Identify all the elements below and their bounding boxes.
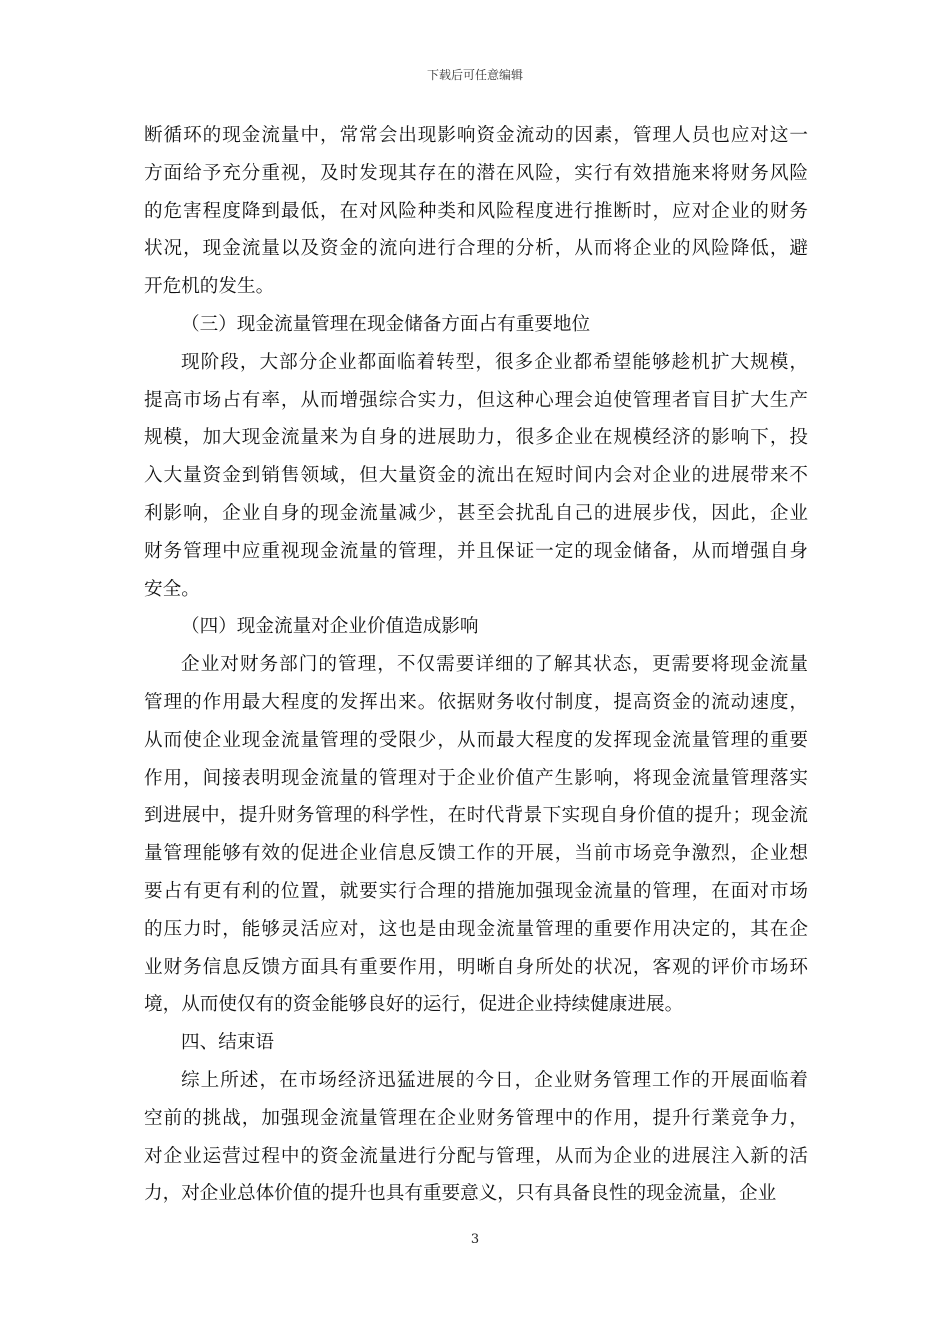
text-line: 安全。 — [144, 578, 200, 600]
text-line: （四）现金流量对企业价值造成影响 — [181, 616, 479, 638]
text-line: 的危害程度降到最低，在对风险种类和风险程度进行推断时，应对企业的财务 — [144, 200, 808, 222]
text-line: 方面给予充分重视，及时发现其存在的潜在风险，实行有效措施来将财务风险 — [144, 162, 808, 184]
text-line: 利影响，企业自身的现金流量减少，甚至会扰乱自己的进展步伐，因此，企业 — [144, 502, 808, 524]
page-number: 3 — [470, 1232, 480, 1247]
text-line: 力，对企业总体价值的提升也具有重要意义，只有具备良性的现金流量，企业 — [144, 1183, 777, 1205]
text-line: 现阶段，大部分企业都面临着转型，很多企业都希望能够趁机扩大规模， — [181, 351, 808, 373]
text-line: 量管理能够有效的促进企业信息反馈工作的开展，当前市场竞争激烈，企业想 — [144, 843, 808, 865]
section-heading — [144, 306, 808, 344]
text-line: 提高市场占有率，从而增强综合实力，但这种心理会迫使管理者盲目扩大生产 — [144, 389, 808, 411]
text-line: 作用，间接表明现金流量的管理对于企业价值产生影响，将现金流量管理落实 — [144, 767, 808, 789]
section-heading — [144, 608, 808, 646]
text-line: （三）现金流量管理在现金储备方面占有重要地位 — [181, 313, 591, 335]
text-line: 四、结束语 — [181, 1032, 274, 1054]
text-line: 到进展中，提升财务管理的科学性，在时代背景下实现自身价值的提升；现金流 — [144, 805, 808, 827]
paragraph — [144, 646, 808, 1024]
text-line: 状况，现金流量以及资金的流向进行合理的分析，从而将企业的风险降低，避 — [144, 238, 808, 260]
document-body — [144, 117, 808, 1213]
text-line: 境，从而使仅有的资金能够良好的运行，促进企业持续健康进展。 — [144, 994, 684, 1016]
text-line: 规模，加大现金流量来为自身的进展助力，很多企业在规模经济的影响下，投 — [144, 427, 808, 449]
paragraph — [144, 344, 808, 609]
text-line: 财务管理中应重视现金流量的管理，并且保证一定的现金储备，从而增强自身 — [144, 540, 808, 562]
text-line: 综上所述，在市场经济迅猛进展的今日，企业财务管理工作的开展面临着 — [181, 1069, 808, 1091]
text-line: 要占有更有利的位置，就要实行合理的措施加强现金流量的管理，在面对市场 — [144, 880, 808, 902]
text-line: 企业对财务部门的管理，不仅需要详细的了解其状态，更需要将现金流量 — [181, 654, 808, 676]
section-heading — [144, 1024, 808, 1062]
page-header: 下载后可任意编辑 — [426, 68, 523, 82]
paragraph — [144, 117, 808, 306]
text-line: 空前的挑战，加强现金流量管理在企业财务管理中的作用，提升行業竞争力， — [144, 1107, 808, 1129]
text-line: 业财务信息反馈方面具有重要作用，明晰自身所处的状况，客观的评价市场环 — [144, 956, 808, 978]
text-line: 的压力时，能够灵活应对，这也是由现金流量管理的重要作用决定的，其在企 — [144, 918, 808, 940]
text-line: 从而使企业现金流量管理的受限少，从而最大程度的发挥现金流量管理的重要 — [144, 729, 808, 751]
paragraph — [144, 1062, 808, 1213]
text-line: 入大量资金到销售领域，但大量资金的流出在短时间内会对企业的进展带来不 — [144, 465, 808, 487]
text-line: 开危机的发生。 — [144, 276, 275, 298]
text-line: 对企业运营过程中的资金流量进行分配与管理，从而为企业的进展注入新的活 — [144, 1145, 808, 1167]
text-line: 管理的作用最大程度的发挥出来。依据财务收付制度，提高资金的流动速度， — [144, 691, 808, 713]
text-line: 断循环的现金流量中，常常会出现影响资金流动的因素，管理人员也应对这一 — [144, 125, 808, 146]
